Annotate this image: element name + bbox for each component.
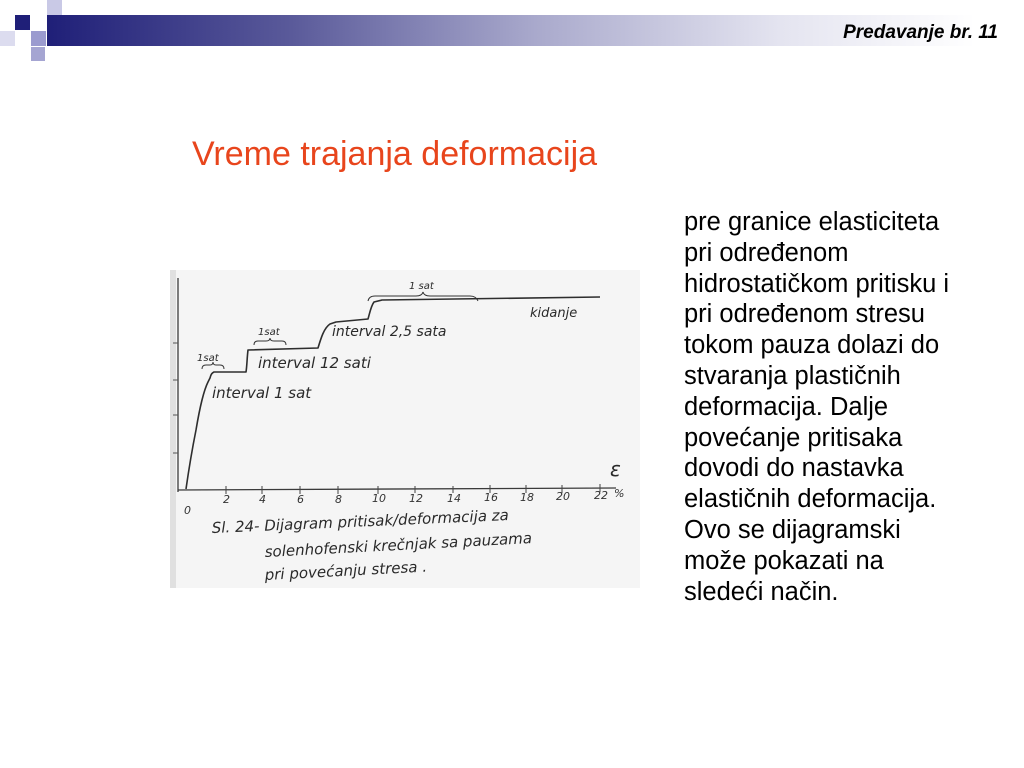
decor-square-lavender [31, 31, 46, 46]
decor-square-lavender-small [31, 47, 45, 61]
body-line: tokom pauza dolazi do [684, 331, 940, 360]
decor-square-light [47, 0, 62, 15]
x-tick-label: 14 [447, 492, 461, 505]
figure-caption-line: pri povećanju stresa . [264, 557, 428, 584]
interval-label: interval 12 sati [258, 354, 371, 372]
body-line: sledeći način. [684, 577, 839, 606]
body-line: deformacija. Dalje [684, 392, 889, 421]
pause-label: 1sat [197, 353, 219, 364]
pause-label: 1 sat [409, 281, 434, 292]
fracture-label: kidanje [530, 306, 578, 321]
x-tick-label: 12 [409, 492, 423, 505]
x-tick-label: 10 [372, 492, 386, 505]
x-tick-label: 0 [184, 504, 191, 517]
figure-caption-line: solenhofenski krečnjak sa pauzama [264, 529, 533, 561]
scan-edge-shade [170, 270, 176, 588]
x-tick-label: 22 [594, 489, 608, 502]
body-line: dovodi do nastavka [684, 454, 904, 483]
x-tick-label: 4 [259, 493, 266, 506]
interval-label: interval 2,5 sata [332, 324, 447, 340]
figure-caption-line: Sl. 24- Dijagram pritisak/deformacija za [211, 506, 510, 537]
x-tick-label: 18 [520, 491, 534, 504]
x-tick-label: 2 [223, 493, 230, 506]
strain-symbol: ε [610, 457, 621, 481]
slide-title: Vreme trajanja deformacija [192, 135, 598, 173]
body-line: pri određenom stresu [684, 300, 925, 329]
x-tick-label: 16 [484, 491, 498, 504]
body-line: povećanje pritisaka [684, 423, 903, 452]
x-tick-label: % [614, 487, 625, 500]
body-line: elastičnih deformacija. [684, 485, 937, 514]
interval-label: interval 1 sat [212, 384, 312, 402]
x-tick-label: 20 [556, 490, 570, 503]
lecture-number-label: Predavanje br. 11 [843, 22, 998, 43]
body-line: stvaranja plastičnih [684, 361, 901, 390]
x-tick-label: 8 [335, 493, 342, 506]
scanned-diagram-figure [170, 270, 640, 588]
body-line: hidrostatičkom pritisku i [684, 269, 949, 298]
pause-label: 1sat [258, 327, 280, 338]
decor-square-navy [15, 15, 30, 30]
body-line: pre granice elasticiteta [684, 208, 940, 236]
slide-body-text [684, 207, 1004, 607]
body-line: Ovo se dijagramski [684, 515, 901, 544]
x-tick-label: 6 [297, 493, 304, 506]
body-line: može pokazati na [684, 546, 884, 575]
body-line: pri određenom [684, 238, 849, 267]
pressure-deformation-diagram [170, 270, 640, 588]
decor-square-pale [0, 31, 15, 46]
